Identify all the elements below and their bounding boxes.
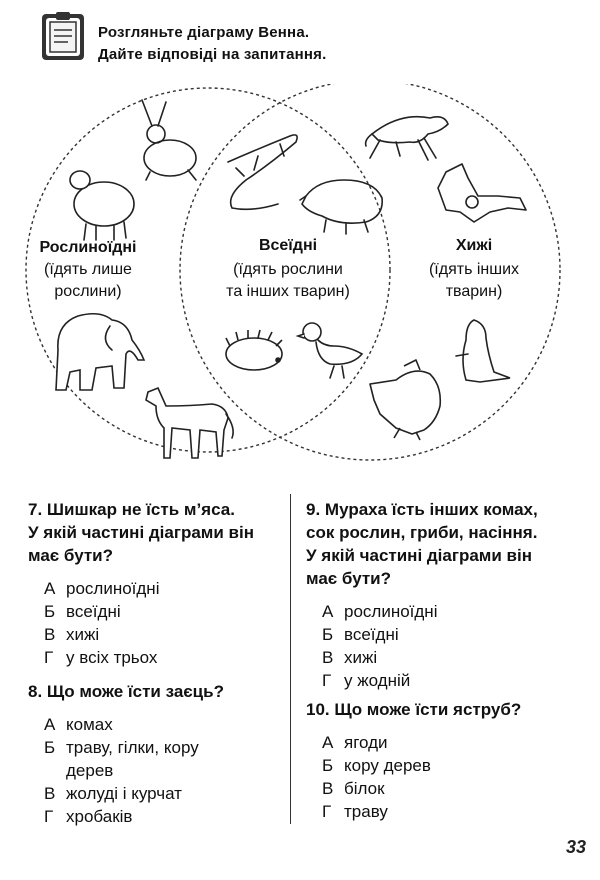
question-7-line-3: має бути? xyxy=(28,546,114,565)
option[interactable] xyxy=(44,646,286,669)
question-7-number: 7. xyxy=(28,500,43,519)
venn-right-desc-1: (їдять інших xyxy=(428,261,520,278)
option-letter: В xyxy=(44,784,56,803)
question-9 xyxy=(306,498,592,692)
option[interactable] xyxy=(44,623,286,646)
option-letter: В xyxy=(322,779,334,798)
option-text: хробаків xyxy=(66,807,133,826)
option[interactable] xyxy=(322,777,592,800)
question-8-line: Що може їсти заєць? xyxy=(46,682,224,701)
venn-middle-desc-1: (їдять рослини xyxy=(233,261,343,278)
question-8-text xyxy=(28,680,286,703)
option-letter: В xyxy=(44,625,56,644)
venn-left-title: Рослиноїдні xyxy=(39,239,137,256)
option-letter: А xyxy=(44,579,56,598)
venn-middle-desc-2: та інших тварин) xyxy=(226,283,350,300)
option-text: білок xyxy=(344,779,385,798)
wolf-icon xyxy=(366,117,448,160)
duck-icon xyxy=(298,323,362,378)
sheep-icon xyxy=(70,171,134,240)
option[interactable] xyxy=(322,800,592,823)
question-9-line-4: має бути? xyxy=(306,569,392,588)
option-letter: Г xyxy=(44,807,54,826)
option[interactable] xyxy=(322,600,592,623)
option-text: дерев xyxy=(66,761,114,780)
option-text: у жодній xyxy=(344,671,411,690)
option-letter: Г xyxy=(44,648,54,667)
option[interactable] xyxy=(322,754,592,777)
question-10 xyxy=(306,698,592,823)
question-9-line-3: У якій частині діаграми він xyxy=(306,546,532,565)
question-9-text xyxy=(306,498,592,590)
venn-left-desc-2: рослини) xyxy=(54,283,122,300)
bat-icon xyxy=(438,164,526,222)
option-text: рослиноїдні xyxy=(66,579,160,598)
option-letter: А xyxy=(322,733,334,752)
option[interactable] xyxy=(44,805,286,828)
page-number: 33 xyxy=(565,837,586,857)
option[interactable] xyxy=(44,600,286,623)
question-10-number: 10. xyxy=(306,700,330,719)
question-7-options xyxy=(28,577,286,669)
option[interactable] xyxy=(44,736,286,759)
column-divider xyxy=(290,494,291,824)
option-letter: Б xyxy=(44,602,56,621)
notebook-icon xyxy=(38,12,86,64)
question-10-text xyxy=(306,698,592,721)
option[interactable] xyxy=(44,577,286,600)
option-text: хижі xyxy=(66,625,100,644)
option-text: рослиноїдні xyxy=(344,602,438,621)
venn-middle-title: Всеїдні xyxy=(258,237,318,254)
option-letter: Б xyxy=(44,738,56,757)
option-letter: Г xyxy=(322,802,332,821)
venn-diagram xyxy=(0,84,600,474)
option-text: хижі xyxy=(344,648,378,667)
question-10-line: Що може їсти яструб? xyxy=(334,700,522,719)
option-letter xyxy=(44,759,66,782)
horse-icon xyxy=(146,388,233,458)
option[interactable] xyxy=(322,669,592,692)
question-10-options xyxy=(306,731,592,823)
option-letter: Г xyxy=(322,671,332,690)
question-8-options xyxy=(28,713,286,828)
question-7-line-2: У якій частині діаграми він xyxy=(28,523,254,542)
option-text: всеїдні xyxy=(66,602,121,621)
option-text: траву, гілки, кору xyxy=(66,738,199,757)
option-text: траву xyxy=(344,802,388,821)
option-text: ягоди xyxy=(344,733,388,752)
instruction xyxy=(98,22,326,66)
question-9-line-2: сок рослин, гриби, насіння. xyxy=(306,523,538,542)
gopher-icon xyxy=(456,320,510,382)
option-letter: Б xyxy=(322,756,334,775)
lizard-icon xyxy=(228,135,297,209)
question-7-line-1: Шишкар не їсть м’яса. xyxy=(46,500,235,519)
venn-right-desc-2: тварин) xyxy=(445,283,503,300)
option-text: кору дерев xyxy=(344,756,431,775)
option-text: всеїдні xyxy=(344,625,399,644)
venn-left-desc-1: (їдять лише xyxy=(44,261,132,278)
question-7-text xyxy=(28,498,286,567)
option[interactable] xyxy=(322,623,592,646)
option-letter: В xyxy=(322,648,334,667)
elephant-icon xyxy=(56,314,144,390)
option-continuation xyxy=(44,759,286,782)
venn-right-title: Хижі xyxy=(455,237,493,254)
option-letter: А xyxy=(322,602,334,621)
question-7 xyxy=(28,498,286,669)
option-letter: А xyxy=(44,715,56,734)
instruction-line-2: Дайте відповіді на запитання. xyxy=(98,46,327,63)
question-9-options xyxy=(306,600,592,692)
option[interactable] xyxy=(322,731,592,754)
option-letter: Б xyxy=(322,625,334,644)
option-text: жолуді і курчат xyxy=(66,784,182,803)
hare-icon xyxy=(142,100,196,180)
question-8-number: 8. xyxy=(28,682,43,701)
question-8 xyxy=(28,680,286,828)
option[interactable] xyxy=(322,646,592,669)
instruction-line-1: Розгляньте діаграму Венна. xyxy=(98,24,310,41)
eagle-icon xyxy=(370,360,440,440)
hedgehog-icon xyxy=(226,330,282,370)
option-text: у всіх трьох xyxy=(66,648,158,667)
option-text: комах xyxy=(66,715,113,734)
question-9-line-1: Мураха їсть інших комах, xyxy=(324,500,538,519)
option[interactable] xyxy=(44,782,286,805)
question-9-number: 9. xyxy=(306,500,321,519)
option[interactable] xyxy=(44,713,286,736)
